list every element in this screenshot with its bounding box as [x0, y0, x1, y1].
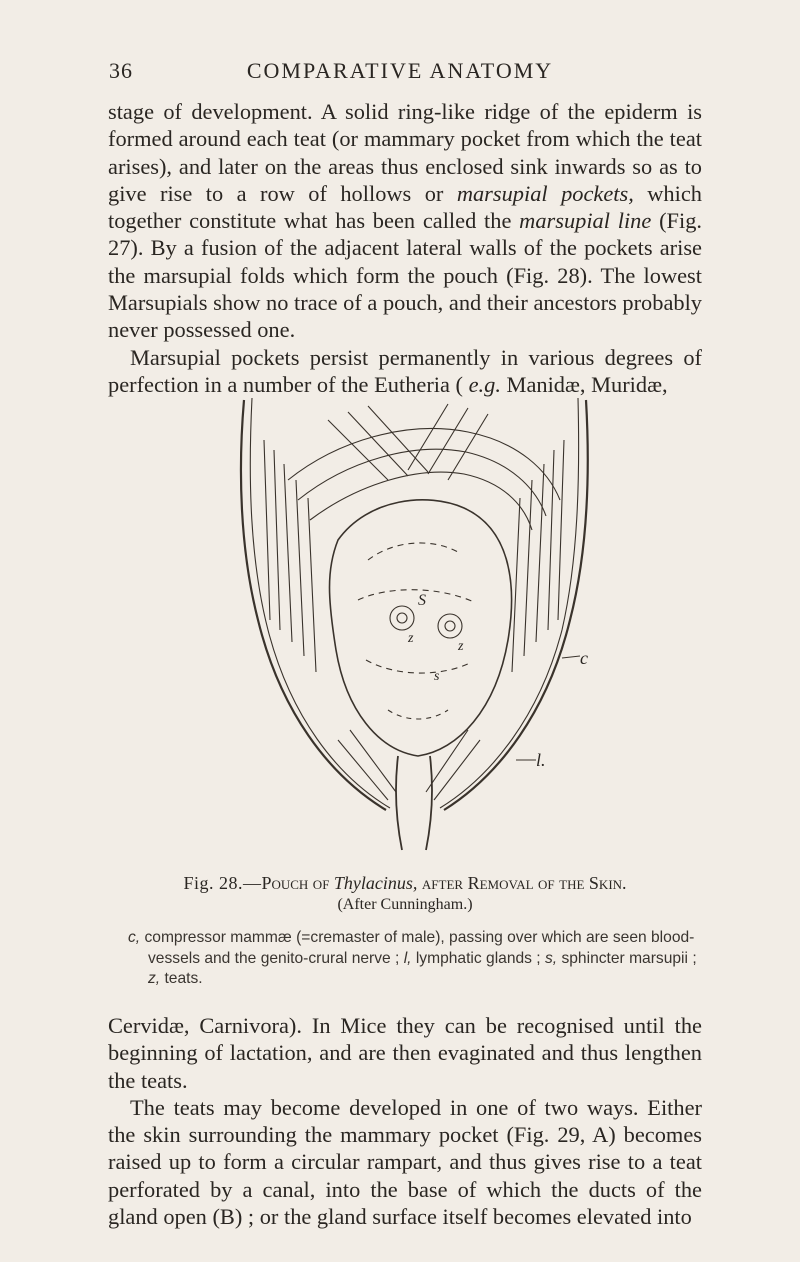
label-s-lower: s [434, 669, 440, 684]
label-z2: z [458, 639, 464, 654]
caption-credit: (After Cunningham.) [337, 896, 473, 913]
label-c: c [580, 648, 588, 668]
paragraph: stage of development. A solid ring-like ridge of the epiderm is formed around each teat (or mammary pocket from which the teat arises), and later on the areas thus enclosed sink inwards so as to give rise to a row of hollows or marsupial pockets, which together constitute what has been called the marsupial line (Fig. 27). By a fusion of the adjacent lateral walls of the pockets arise the marsupial folds which form the pouch (Fig. 28). The lowest Marsupials show no trace of a pouch, and their ancestors probably never possessed one. [108, 99, 702, 343]
paragraph: Marsupial pockets persist permanently in various degrees of perfection in a number of the Eutheria ( e.g. Manidæ, Muridæ, [108, 344, 702, 397]
body-text-bottom [108, 1012, 702, 1230]
figure-legend: c, compressor mammæ (=cremaster of male), passing over which are seen blood-vessels and the genito-crural nerve ; l, lymphatic glands ; s, sphincter marsupii ; z, teats. [128, 929, 697, 987]
running-title: COMPARATIVE ANATOMY [246, 58, 554, 83]
label-l: l. [536, 750, 546, 770]
label-s: S [418, 592, 426, 609]
caption-title: Fig. 28.—Pouch of Thylacinus, after Removal of the Skin. [183, 873, 627, 893]
pouch-engraving [218, 380, 613, 870]
figure-caption [108, 873, 702, 915]
body-text-top [108, 98, 702, 398]
figure-pouch-illustration [218, 380, 613, 870]
label-z1: z [408, 631, 414, 646]
paragraph: The teats may become developed in one of two ways. Either the skin surrounding the mammary pocket (Fig. 29, A) becomes raised up to form a circular rampart, and thus gives rise to a teat perforated by a canal, into the base of which the ducts of the gland open (B) ; or the gland surface itself becomes elevated into [108, 1094, 702, 1230]
page-header [0, 58, 800, 88]
paragraph: Cervidæ, Carnivora). In Mice they can be recognised until the beginning of lactation, and are then evaginated and thus lengthen the teats. [108, 1013, 702, 1093]
page-number: 36 [109, 58, 133, 83]
